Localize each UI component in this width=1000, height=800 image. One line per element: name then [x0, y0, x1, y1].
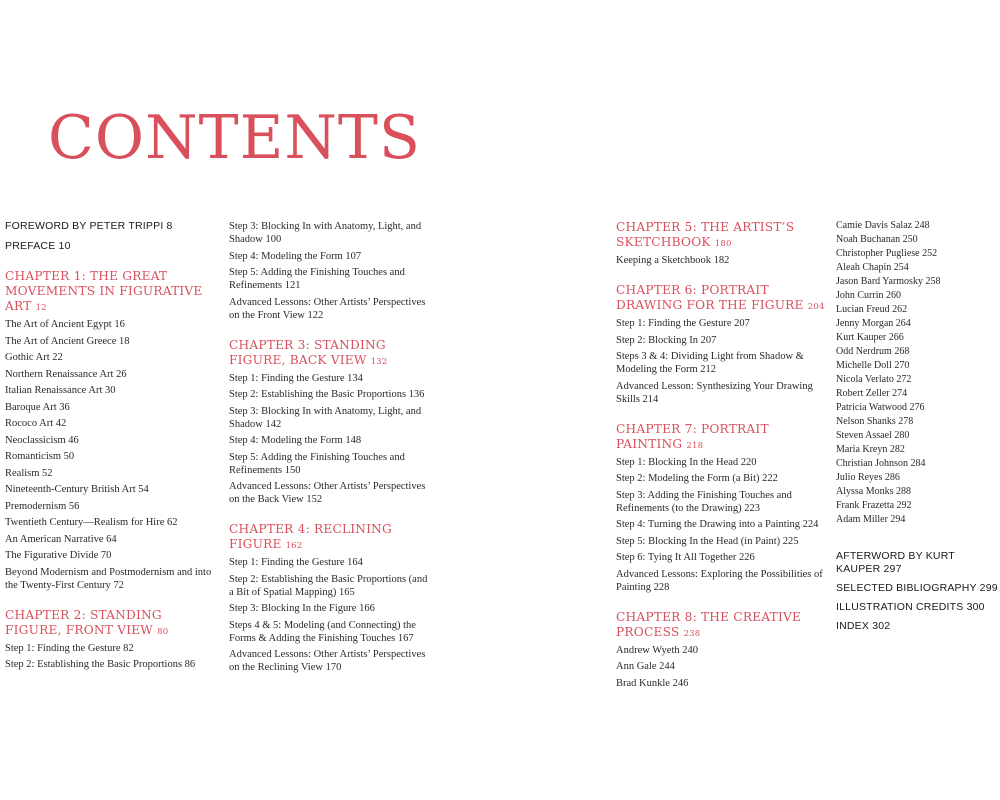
afterword-entry[interactable]: AFTERWORD BY KURT KAUPER 297 — [836, 550, 955, 575]
illustration-credits-entry[interactable]: ILLUSTRATION CREDITS 300 — [836, 601, 985, 613]
chapter-1-heading[interactable] — [5, 269, 218, 316]
toc-entry[interactable]: Twentieth Century—Realism for Hire 62 — [5, 517, 178, 528]
chapter-7-title: CHAPTER 7: PORTRAIT PAINTING — [616, 421, 769, 451]
toc-entry[interactable]: Step 1: Finding the Gesture 134 — [229, 372, 363, 384]
toc-entry[interactable]: Advanced Lessons: Other Artists’ Perspectives on the Back View 152 — [229, 481, 426, 505]
toc-entry[interactable]: Step 6: Tying It All Together 226 — [616, 552, 755, 563]
toc-entry[interactable]: Northern Renaissance Art 26 — [5, 368, 127, 380]
bibliography-entry[interactable]: SELECTED BIBLIOGRAPHY 299 — [836, 582, 998, 594]
toc-entry[interactable]: Step 4: Modeling the Form 148 — [229, 435, 362, 446]
chapter-2-heading[interactable] — [5, 608, 218, 640]
toc-entry[interactable]: Ann Gale 244 — [616, 661, 675, 672]
toc-entry[interactable]: Camie Davis Salaz 248 — [836, 220, 930, 231]
toc-entry[interactable]: Steps 4 & 5: Modeling (and Connecting) the Forms & Adding the Finishing Touches 167 — [229, 619, 416, 644]
chapter-6-page: 204 — [807, 302, 825, 312]
chapter-3-page: 132 — [370, 356, 388, 367]
toc-column-1 — [5, 220, 218, 675]
toc-entry[interactable]: Step 1: Finding the Gesture 164 — [229, 557, 363, 568]
toc-entry[interactable]: Advanced Lesson: Synthesizing Your Drawing Skills 214 — [616, 380, 813, 405]
toc-entry[interactable]: Adam Miller 294 — [836, 514, 906, 525]
toc-entry[interactable]: Baroque Art 36 — [5, 401, 70, 413]
toc-entry[interactable]: Noah Buchanan 250 — [836, 234, 918, 245]
toc-entry[interactable]: Step 2: Establishing the Basic Proportions (and a Bit of Spatial Mapping) 165 — [229, 573, 428, 598]
toc-entry[interactable]: Step 1: Blocking In the Head 220 — [616, 456, 757, 468]
chapter-2-title: CHAPTER 2: STANDING FIGURE, FRONT VIEW — [5, 607, 162, 637]
chapter-5-page: 180 — [714, 239, 732, 249]
toc-entry[interactable]: Romanticism 50 — [5, 451, 75, 462]
toc-entry[interactable]: Step 3: Adding the Finishing Touches and Refinements (to the Drawing) 223 — [616, 489, 792, 514]
page-title: CONTENTS — [48, 103, 422, 173]
toc-entry[interactable]: Jason Bard Yarmosky 258 — [836, 276, 941, 287]
toc-entry[interactable]: Step 2: Modeling the Form (a Bit) 222 — [616, 473, 778, 484]
toc-entry[interactable]: Steps 3 & 4: Dividing Light from Shadow & Modeling the Form 212 — [616, 351, 804, 375]
chapter-4-heading[interactable] — [229, 522, 429, 554]
chapter-4-page: 162 — [285, 541, 303, 551]
toc-entry[interactable]: The Art of Ancient Greece 18 — [5, 335, 130, 347]
chapter-3-heading[interactable] — [229, 338, 429, 370]
toc-entry[interactable]: Robert Zeller 274 — [836, 388, 908, 399]
toc-entry[interactable]: Step 4: Turning the Drawing into a Painting 224 — [616, 519, 819, 530]
toc-entry[interactable]: An American Narrative 64 — [5, 533, 117, 545]
toc-entry[interactable]: Premodernism 56 — [5, 500, 80, 512]
toc-entry[interactable]: Advanced Lessons: Other Artists’ Perspectives on the Reclining View 170 — [229, 649, 426, 673]
chapter-2-page: 80 — [157, 626, 169, 637]
toc-entry[interactable]: Julio Reyes 286 — [836, 472, 900, 483]
toc-column-4 — [836, 220, 998, 639]
toc-entry[interactable]: Nineteenth-Century British Art 54 — [5, 484, 149, 495]
toc-entry[interactable]: Nicola Verlato 272 — [836, 374, 912, 385]
toc-entry[interactable]: The Art of Ancient Egypt 16 — [5, 319, 125, 330]
toc-entry[interactable]: Realism 52 — [5, 467, 53, 479]
chapter-6-title: CHAPTER 6: PORTRAIT DRAWING FOR THE FIGURE — [616, 283, 804, 312]
toc-entry[interactable]: Italian Renaissance Art 30 — [5, 385, 116, 396]
toc-entry[interactable]: Frank Frazetta 292 — [836, 500, 912, 511]
toc-entry[interactable]: Step 5: Adding the Finishing Touches and Refinements 121 — [229, 267, 405, 291]
toc-entry[interactable]: Kurt Kauper 266 — [836, 332, 904, 343]
index-entry[interactable]: INDEX 302 — [836, 620, 891, 632]
toc-entry[interactable]: Michelle Doll 270 — [836, 360, 910, 371]
toc-entry[interactable]: Steven Assael 280 — [836, 430, 910, 441]
toc-entry[interactable]: Step 5: Blocking In the Head (in Paint) 225 — [616, 535, 799, 547]
toc-entry[interactable]: Andrew Wyeth 240 — [616, 644, 698, 656]
chapter-1-title: CHAPTER 1: THE GREAT MOVEMENTS IN FIGURATIVE ART — [5, 269, 203, 313]
toc-entry[interactable]: John Currin 260 — [836, 290, 901, 301]
toc-entry[interactable]: Step 2: Establishing the Basic Proportions 86 — [5, 659, 196, 670]
chapter-7-heading[interactable] — [616, 422, 826, 454]
toc-entry[interactable]: Aleah Chapin 254 — [836, 262, 909, 273]
toc-entry[interactable]: Step 1: Finding the Gesture 207 — [616, 318, 750, 329]
toc-entry[interactable]: Christopher Pugliese 252 — [836, 248, 938, 259]
chapter-5-heading[interactable] — [616, 220, 826, 252]
toc-entry[interactable]: Christian Johnson 284 — [836, 458, 926, 469]
chapter-8-heading[interactable] — [616, 610, 826, 642]
toc-column-3 — [616, 220, 826, 693]
chapter-1-page: 12 — [35, 303, 47, 313]
toc-entry[interactable]: Beyond Modernism and Postmodernism and into the Twenty-First Century 72 — [5, 566, 212, 591]
chapter-8-page: 238 — [683, 628, 701, 639]
chapter-5-title: CHAPTER 5: THE ARTIST’S SKETCHBOOK — [616, 220, 795, 249]
toc-column-2 — [229, 220, 429, 678]
toc-entry[interactable]: Step 2: Establishing the Basic Proportions 136 — [229, 389, 425, 400]
preface-entry[interactable]: PREFACE 10 — [5, 240, 71, 252]
chapter-8-title: CHAPTER 8: THE CREATIVE PROCESS — [616, 609, 802, 639]
toc-entry[interactable]: Step 3: Blocking In with Anatomy, Light, and Shadow 142 — [229, 405, 422, 430]
chapter-6-heading[interactable] — [616, 283, 826, 315]
toc-entry[interactable]: Lucian Freud 262 — [836, 304, 908, 315]
toc-entry[interactable]: Step 4: Modeling the Form 107 — [229, 250, 362, 262]
toc-entry[interactable]: The Figurative Divide 70 — [5, 550, 112, 561]
toc-entry[interactable]: Rococo Art 42 — [5, 418, 67, 429]
chapter-4-title: CHAPTER 4: RECLINING FIGURE — [229, 522, 392, 551]
toc-entry[interactable]: Odd Nerdrum 268 — [836, 346, 910, 357]
chapter-3-title: CHAPTER 3: STANDING FIGURE, BACK VIEW — [229, 337, 386, 367]
toc-entry[interactable]: Step 3: Blocking In with Anatomy, Light, and Shadow 100 — [229, 221, 422, 245]
toc-entry[interactable]: Advanced Lessons: Exploring the Possibilities of Painting 228 — [616, 568, 823, 593]
toc-entry[interactable]: Nelson Shanks 278 — [836, 416, 914, 427]
toc-entry[interactable]: Maria Kreyn 282 — [836, 444, 905, 455]
toc-entry[interactable]: Step 3: Blocking In the Figure 166 — [229, 603, 375, 614]
toc-entry[interactable]: Advanced Lessons: Other Artists’ Perspectives on the Front View 122 — [229, 296, 426, 321]
toc-entry[interactable]: Gothic Art 22 — [5, 352, 63, 363]
toc-entry[interactable]: Jenny Morgan 264 — [836, 318, 911, 329]
foreword-entry[interactable]: FOREWORD BY PETER TRIPPI 8 — [5, 220, 173, 232]
toc-entry[interactable]: Step 1: Finding the Gesture 82 — [5, 642, 134, 654]
toc-entry[interactable]: Keeping a Sketchbook 182 — [616, 255, 730, 266]
chapter-7-page: 218 — [686, 440, 704, 451]
toc-entry[interactable]: Alyssa Monks 288 — [836, 486, 912, 497]
toc-entry[interactable]: Neoclassicism 46 — [5, 434, 79, 446]
toc-entry[interactable]: Step 5: Adding the Finishing Touches and Refinements 150 — [229, 451, 405, 476]
toc-entry[interactable]: Brad Kunkle 246 — [616, 677, 689, 689]
toc-entry[interactable]: Patricia Watwood 276 — [836, 402, 925, 413]
toc-entry[interactable]: Step 2: Blocking In 207 — [616, 334, 717, 346]
